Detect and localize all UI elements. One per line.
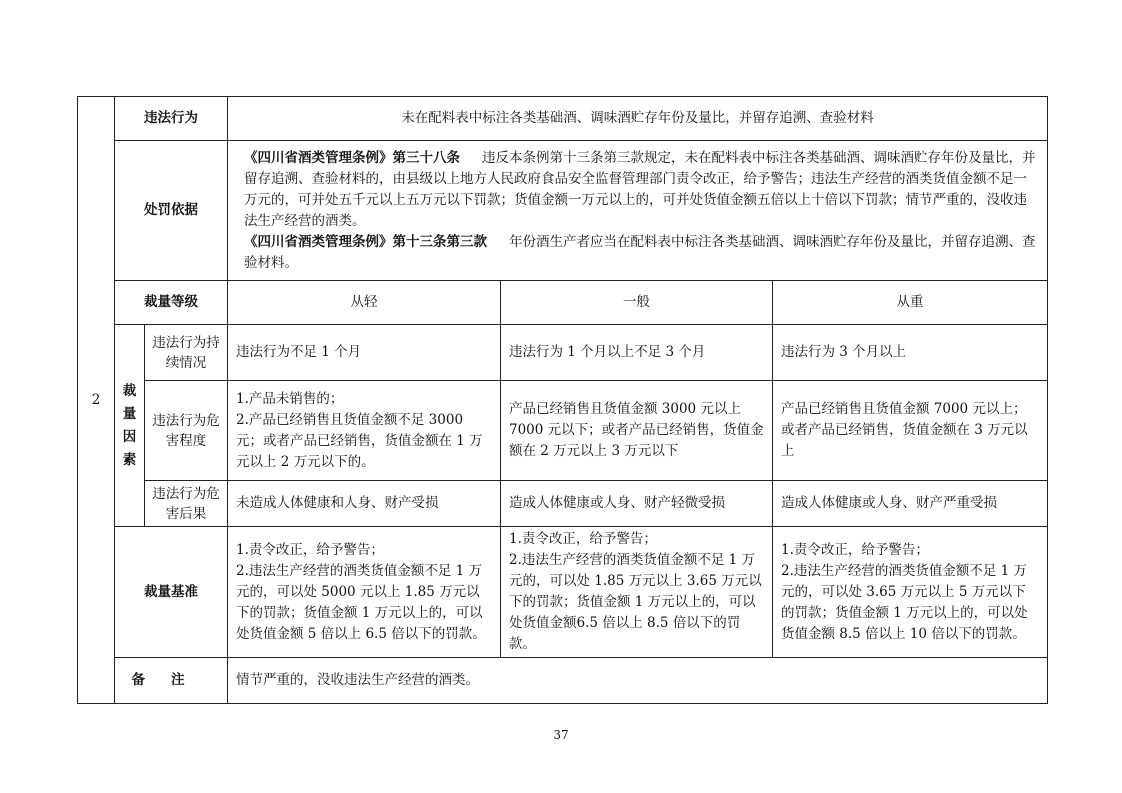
table-row	[78, 97, 1048, 141]
levels-label: 裁量等级	[115, 281, 228, 325]
remarks-text: 情节严重的，没收违法生产经营的酒类。	[228, 658, 1048, 704]
harm-result-label: 违法行为危害后果	[145, 481, 228, 527]
basis-content	[228, 141, 1048, 281]
table-row	[78, 141, 1048, 281]
harm-result-normal: 造成人体健康或人身、财产轻微受损	[501, 481, 773, 527]
standard-light: 1.责令改正，给予警告； 2.违法生产经营的酒类货值金额不足 1 万元的，可以处 5000 元以上 1.85 万元以下的罚款；货值金额 1 万元以上的，可以处货值金额 5 倍以上 6.5 倍以下的罚款。	[228, 527, 501, 658]
harm-degree-normal: 产品已经销售且货值金额 3000 元以上 7000 元以下；或者产品已经销售，货值金额在 2 万元以上 3 万元以下	[501, 381, 773, 481]
level-heavy: 从重	[773, 281, 1048, 325]
law-2-title: 《四川省酒类管理条例》第十三条第三款	[244, 233, 487, 250]
table-row	[78, 381, 1048, 481]
duration-heavy: 违法行为 3 个月以上	[773, 325, 1048, 381]
duration-label: 违法行为持续情况	[145, 325, 228, 381]
harm-result-heavy: 造成人体健康或人身、财产严重受损	[773, 481, 1048, 527]
level-light: 从轻	[228, 281, 501, 325]
row-number: 2	[78, 97, 115, 704]
table-row	[78, 325, 1048, 381]
violation-text: 未在配料表中标注各类基础酒、调味酒贮存年份及量比，并留存追溯、查验材料	[228, 97, 1048, 141]
penalty-discretion-table	[77, 96, 1048, 704]
remarks-label-text: 备注	[131, 672, 211, 688]
law-2-text: 年份酒生产者应当在配料表中标注各类基础酒、调味酒贮存年份及量比，并留存追溯、查验材料。	[244, 233, 1036, 271]
level-normal: 一般	[501, 281, 773, 325]
harm-degree-heavy: 产品已经销售且货值金额 7000 元以上；或者产品已经销售，货值金额在 3 万元以上	[773, 381, 1048, 481]
page-number: 37	[553, 728, 569, 742]
harm-degree-label: 违法行为危害程度	[145, 381, 228, 481]
violation-label: 违法行为	[115, 97, 228, 141]
standard-normal: 1.责令改正，给予警告； 2.违法生产经营的酒类货值金额不足 1 万元的，可以处 1.85 万元以上 3.65 万元以下的罚款；货值金额 1 万元以上的，可以处货值金额6.5 倍以上 8.5 倍以下的罚款。	[501, 527, 773, 658]
duration-normal: 违法行为 1 个月以上不足 3 个月	[501, 325, 773, 381]
standard-label: 裁量基准	[115, 527, 228, 658]
remarks-label	[115, 658, 228, 704]
table-row	[78, 527, 1048, 658]
harm-result-light: 未造成人体健康和人身、财产受损	[228, 481, 501, 527]
duration-light: 违法行为不足 1 个月	[228, 325, 501, 381]
factors-label-char: 素	[122, 451, 137, 468]
table-row	[78, 281, 1048, 325]
law-1-text: 违反本条例第十三条第三款规定，未在配料表中标注各类基础酒、调味酒贮存年份及量比，并留存追溯、查验材料的，由县级以上地方人民政府食品安全监督管理部门责令改正，给予警告；违法生产经营的酒类货值金额不足一万元的，可并处五千元以上五万元以下罚款；货值金额一万元以上的，可并处货值金额五倍以上十倍以下罚款；情节严重的，没收违法生产经营的酒类。	[244, 149, 1036, 229]
harm-degree-light: 1.产品未销售的； 2.产品已经销售且货值金额不足 3000 元；或者产品已经销售，货值金额在 1 万元以上 2 万元以下的。	[228, 381, 501, 481]
basis-label: 处罚依据	[115, 141, 228, 281]
law-1-title: 《四川省酒类管理条例》第三十八条	[244, 149, 460, 166]
factors-label-char: 量	[122, 405, 137, 422]
factors-label-char: 因	[122, 428, 137, 445]
factors-label	[115, 325, 145, 527]
table-row	[78, 481, 1048, 527]
factors-label-char: 裁	[122, 382, 137, 399]
standard-heavy: 1.责令改正，给予警告； 2.违法生产经营的酒类货值金额不足 1 万元的，可以处 3.65 万元以上 5 万元以下的罚款；货值金额 1 万元以上的，可以处货值金额 8.5 倍以上 10 倍以下的罚款。	[773, 527, 1048, 658]
table-row	[78, 658, 1048, 704]
